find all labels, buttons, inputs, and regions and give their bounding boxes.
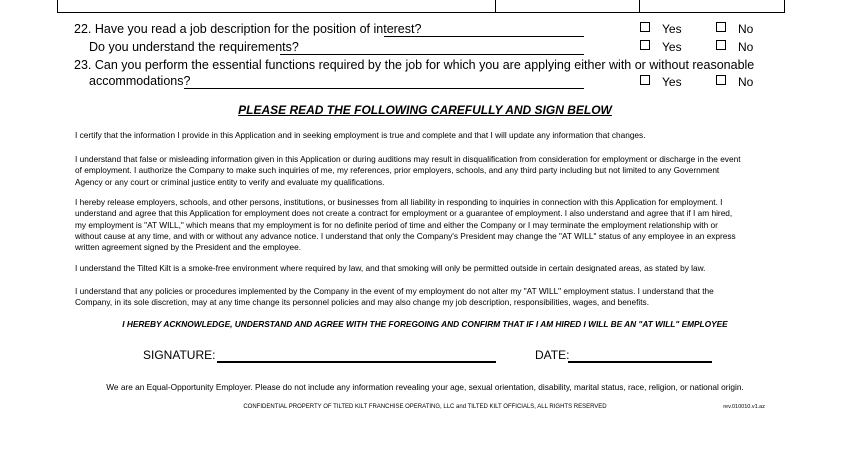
q23-answer-line[interactable] (184, 88, 584, 89)
question-22-read-job-description: 22. Have you read a job description for the position of interest? (74, 22, 422, 36)
signature-label: SIGNATURE: (143, 348, 216, 362)
release-at-will-paragraph: I hereby release employers, schools, and other persons, institutions, or businesses from all liability in responding to inquiries in connection with this Application for employment. I understand and agree that this Application for employment does not create a contract for employment or a guarantee of employment. I also understand and agree that if I am hired, my employment is "AT WILL," which means that my employment is for no definite period of time and either the Company or I may terminate the employment relationship with or without cause at any time, and with or without any advance notice. I understand that only the Company's President may change the "AT WILL" status of any employee in an express written agreement signed by the President and the employee. (75, 197, 736, 253)
date-label: DATE: (535, 348, 570, 362)
no-label: No (738, 22, 754, 36)
acknowledgement-statement: I HEREBY ACKNOWLEDGE, UNDERSTAND AND AGREE WITH THE FOREGOING AND CONFIRM THAT IF I AM HIRED I WILL BE AN "AT WILL" EMPLOYEE (122, 319, 728, 329)
signature-line[interactable] (217, 361, 496, 363)
certification-paragraph: I certify that the information I provide in this Application and in seeking employment is true and complete and that I will update any information that changes. (75, 130, 646, 140)
question-22-understand-requirements: Do you understand the requirements? (89, 40, 299, 54)
q23-no-checkbox[interactable] (716, 75, 726, 85)
q22b-yes-checkbox[interactable] (640, 40, 650, 50)
yes-label: Yes (662, 22, 682, 36)
policies-paragraph: I understand that any policies or procedures implemented by the Company in the event of my employment do not alter my "AT WILL" employment status. I understand that the Company, in its sole discretion, may at any time change its personnel policies and may also change my job description, responsibilities, wages, and benefits. (75, 286, 714, 308)
previous-section-table (57, 0, 785, 13)
authorization-paragraph: I understand that false or misleading information given in this Application or during auditions may result in disqualification from consideration for employment or discharge in the event of employment. I authorize the Company to make such inquiries of me, my references, prior employers, schools, and any third party including but not limited to any Government Agency or any court or criminal justice entity to verify and evaluate my qualifications. (75, 154, 741, 187)
date-line[interactable] (568, 361, 712, 363)
q22a-answer-line[interactable] (384, 36, 584, 37)
no-label: No (738, 40, 754, 54)
yes-label: Yes (662, 75, 682, 89)
q22a-no-checkbox[interactable] (716, 22, 726, 32)
section-heading: PLEASE READ THE FOLLOWING CAREFULLY AND SIGN BELOW (238, 103, 612, 117)
confidential-footer: CONFIDENTIAL PROPERTY OF TILTED KILT FRANCHISE OPERATING, LLC and TILTED KILT OFFICIALS, ALL RIGHTS RESERVED (243, 404, 607, 410)
equal-opportunity-statement: We are an Equal-Opportunity Employer. Please do not include any information revealing your age, sexual orientation, disability, marital status, race, religion, or national origin. (106, 382, 744, 392)
table-divider (495, 0, 496, 12)
table-divider (639, 0, 640, 12)
question-23-accommodations: accommodations? (89, 74, 191, 88)
q22a-yes-checkbox[interactable] (640, 22, 650, 32)
smoke-free-paragraph: I understand the Tilted Kilt is a smoke-free environment where required by law, and that smoking will only be permitted outside in certain designated areas, as stated by law. (75, 263, 706, 273)
q23-yes-checkbox[interactable] (640, 75, 650, 85)
q22b-answer-line[interactable] (280, 54, 584, 55)
question-23-essential-functions: 23. Can you perform the essential functions required by the job for which you are applying either with or without reasonable (74, 58, 755, 72)
no-label: No (738, 75, 754, 89)
revision-code: rev.010010.v1.az (723, 404, 765, 410)
yes-label: Yes (662, 40, 682, 54)
q22b-no-checkbox[interactable] (716, 40, 726, 50)
